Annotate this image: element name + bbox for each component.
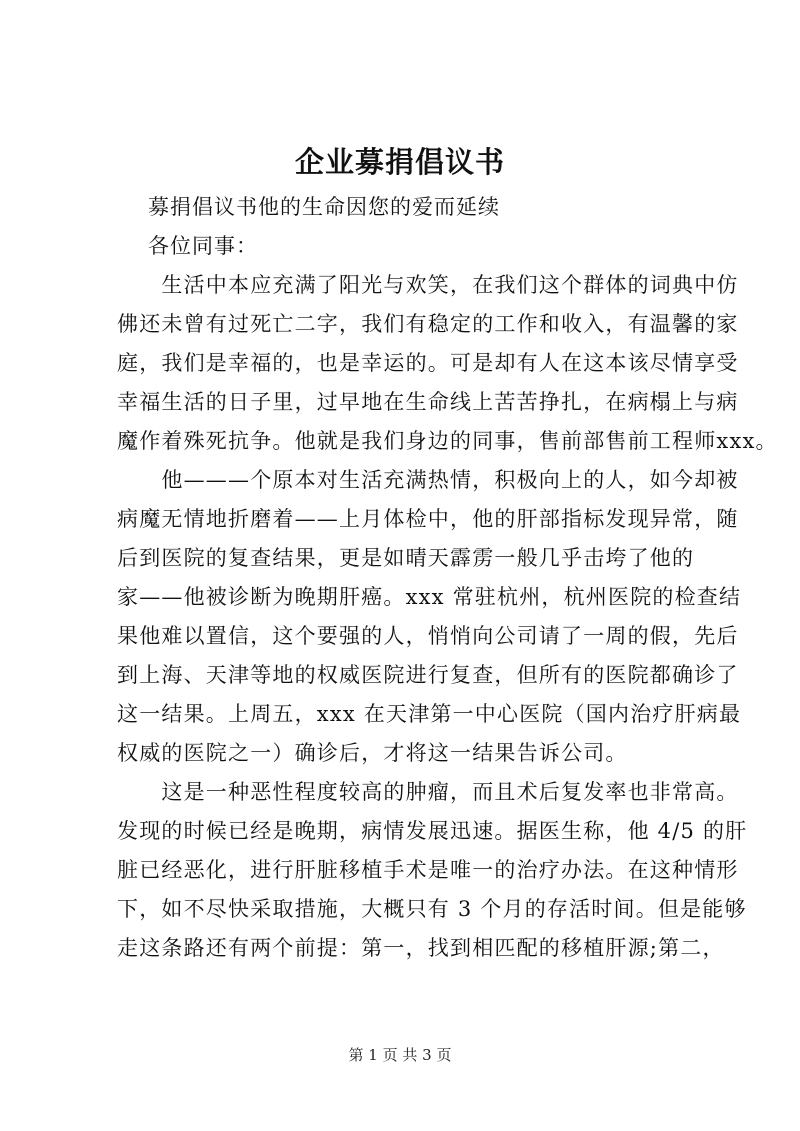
body-line: 庭，我们是幸福的，也是幸运的。可是却有人在这本该尽情享受	[117, 351, 739, 375]
body-line: 生活中本应充满了阳光与欢笑，在我们这个群体的词典中仿	[117, 273, 739, 297]
body-line: 走这条路还有两个前提：第一，找到相匹配的移植肝源;第二，	[117, 936, 725, 960]
greeting: 各位同事：	[148, 234, 258, 258]
body-line: 佛还未曾有过死亡二字，我们有稳定的工作和收入，有温馨的家	[117, 312, 739, 336]
body-line: 下，如不尽快采取措施，大概只有 3 个月的存活时间。但是能够	[117, 897, 747, 921]
body-line: 脏已经恶化，进行肝脏移植手术是唯一的治疗办法。在这种情形	[117, 858, 739, 882]
body-line: 这是一种恶性程度较高的肿瘤，而且术后复发率也非常高。	[117, 780, 739, 804]
body-line: 后到医院的复查结果，更是如晴天霹雳一般几乎击垮了他的	[117, 546, 695, 570]
body-line: 权威的医院之一）确诊后，才将这一结果告诉公司。	[117, 741, 628, 765]
body-line: 家——他被诊断为晚期肝癌。xxx 常驻杭州，杭州医院的检查结	[117, 585, 742, 609]
body-line: 到上海、天津等地的权威医院进行复查，但所有的医院都确诊了	[117, 663, 739, 687]
body-line: 发现的时候已经是晚期，病情发展迅速。据医生称，他 4/5 的肝	[117, 819, 748, 843]
page-footer: 第 1 页 共 3 页	[348, 1046, 452, 1064]
body-line: 果他难以置信，这个要强的人，悄悄向公司请了一周的假，先后	[117, 624, 739, 648]
body-line: 他———个原本对生活充满热情，积极向上的人，如今却被	[117, 468, 739, 492]
body-line: 幸福生活的日子里，过早地在生命线上苦苦挣扎，在病榻上与病	[117, 390, 739, 414]
body-line: 这一结果。上周五，xxx 在天津第一中心医院（国内治疗肝病最	[117, 702, 742, 726]
body-line: 病魔无情地折磨着——上月体检中，他的肝部指标发现异常，随	[117, 507, 739, 531]
body-line: 魔作着殊死抗争。他就是我们身边的同事，售前部售前工程师xxx。	[117, 429, 778, 453]
document-subtitle: 募捐倡议书他的生命因您的爱而延续	[148, 195, 500, 219]
body-text	[117, 266, 778, 968]
document-title: 企业募捐倡议书	[294, 145, 505, 179]
